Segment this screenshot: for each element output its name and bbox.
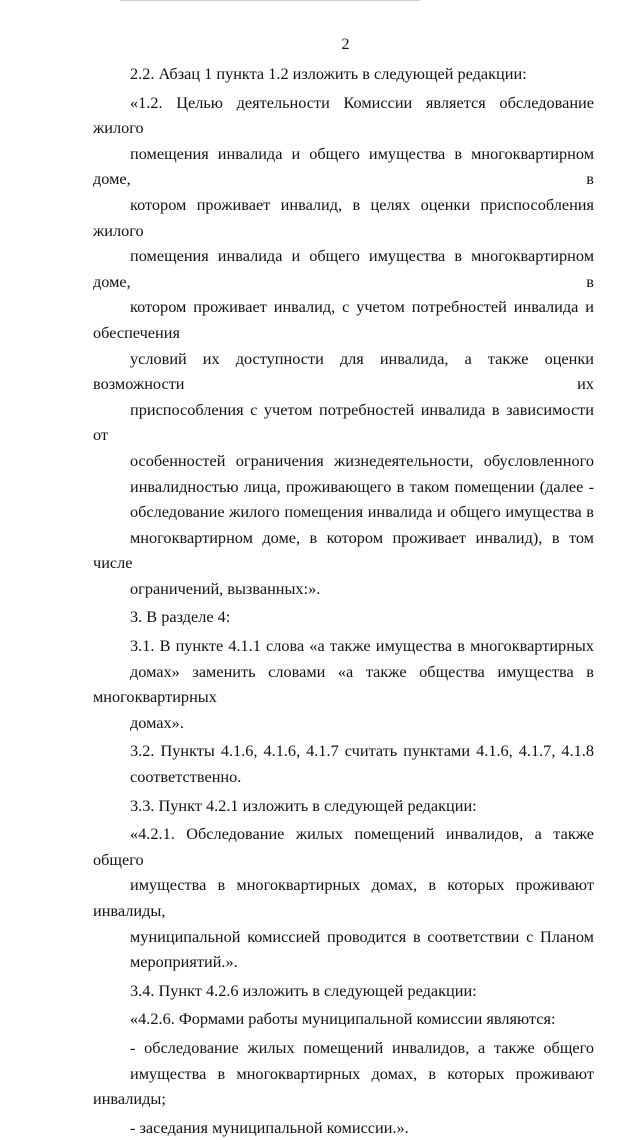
paragraph-4-2-1-quote (93, 821, 594, 975)
text-line: домах» заменить словами «а также общества имущества в многоквартирных (93, 661, 594, 707)
text-line: - обследование жилых помещений инвалидов, а также общего (130, 1037, 594, 1057)
text-line: 2.2. Абзац 1 пункта 1.2 изложить в следующей редакции: (130, 64, 527, 83)
text-line: 3.1. В пункте 4.1.1 слова «а также имущества в многоквартирных (130, 636, 594, 656)
document-body (93, 61, 594, 1140)
text-line: мероприятий.». (130, 952, 238, 972)
text-line: приспособления с учетом потребностей инвалида в зависимости от (93, 399, 594, 445)
paragraph-1-2-quote (93, 90, 594, 602)
text-line: 3.3. Пункт 4.2.1 изложить в следующей редакции: (130, 795, 477, 815)
text-line: котором проживает инвалид, с учетом потребностей инвалида и обеспечения (93, 297, 594, 342)
list-item-meetings (93, 1115, 594, 1140)
text-line: условий их доступности для инвалида, а также оценки возможности их (93, 348, 594, 394)
paragraph-3-3 (93, 793, 594, 819)
text-line: ограничений, вызванных:». (130, 578, 321, 598)
text-line: имущества в многоквартирных домах, в которых проживают инвалиды; (93, 1063, 594, 1109)
text-line: инвалидностью лица, проживающего в таком помещении (далее - (130, 476, 594, 496)
text-line: «4.2.1. Обследование жилых помещений инвалидов, а также общего (93, 824, 594, 869)
paragraph-3-2 (93, 738, 594, 789)
paragraph-3-1 (93, 633, 594, 735)
text-line: «4.2.6. Формами работы муниципальной комиссии являются: (130, 1009, 556, 1029)
paragraph-3-4 (93, 978, 594, 1004)
list-item-inspection (93, 1035, 594, 1112)
paragraph-3 (93, 604, 594, 630)
text-line: 3.4. Пункт 4.2.6 изложить в следующей редакции: (130, 980, 477, 1000)
text-line: 3. В разделе 4: (130, 607, 231, 627)
text-line: обследование жилого помещения инвалида и общего имущества в (130, 502, 594, 522)
text-line: домах». (130, 712, 184, 732)
text-line: помещения инвалида и общего имущества в многоквартирном доме, в (93, 143, 594, 189)
text-line: - заседания муниципальной комиссии.». (130, 1117, 409, 1137)
text-line: соответственно. (130, 767, 242, 787)
paragraph-2-2 (93, 61, 594, 87)
text-line: муниципальной комиссией проводится в соответствии с Планом (130, 926, 594, 946)
text-line: имущества в многоквартирных домах, в которых проживают инвалиды, (93, 875, 594, 920)
text-line: многоквартирном доме, в котором проживает инвалид), в том числе (93, 527, 594, 573)
page-number: 2 (341, 36, 350, 53)
text-line: «1.2. Целью деятельности Комиссии является обследование жилого (93, 92, 594, 138)
scan-edge-line (120, 0, 420, 1)
paragraph-4-2-6-quote (93, 1006, 594, 1032)
text-line: особенностей ограничения жизнедеятельности, обусловленного (130, 450, 594, 470)
text-line: котором проживает инвалид, в целях оценки приспособления жилого (93, 194, 594, 240)
text-line: помещения инвалида и общего имущества в многоквартирном доме, в (93, 246, 594, 291)
text-line: 3.2. Пункты 4.1.6, 4.1.6, 4.1.7 считать пунктами 4.1.6, 4.1.7, 4.1.8 (130, 741, 594, 761)
